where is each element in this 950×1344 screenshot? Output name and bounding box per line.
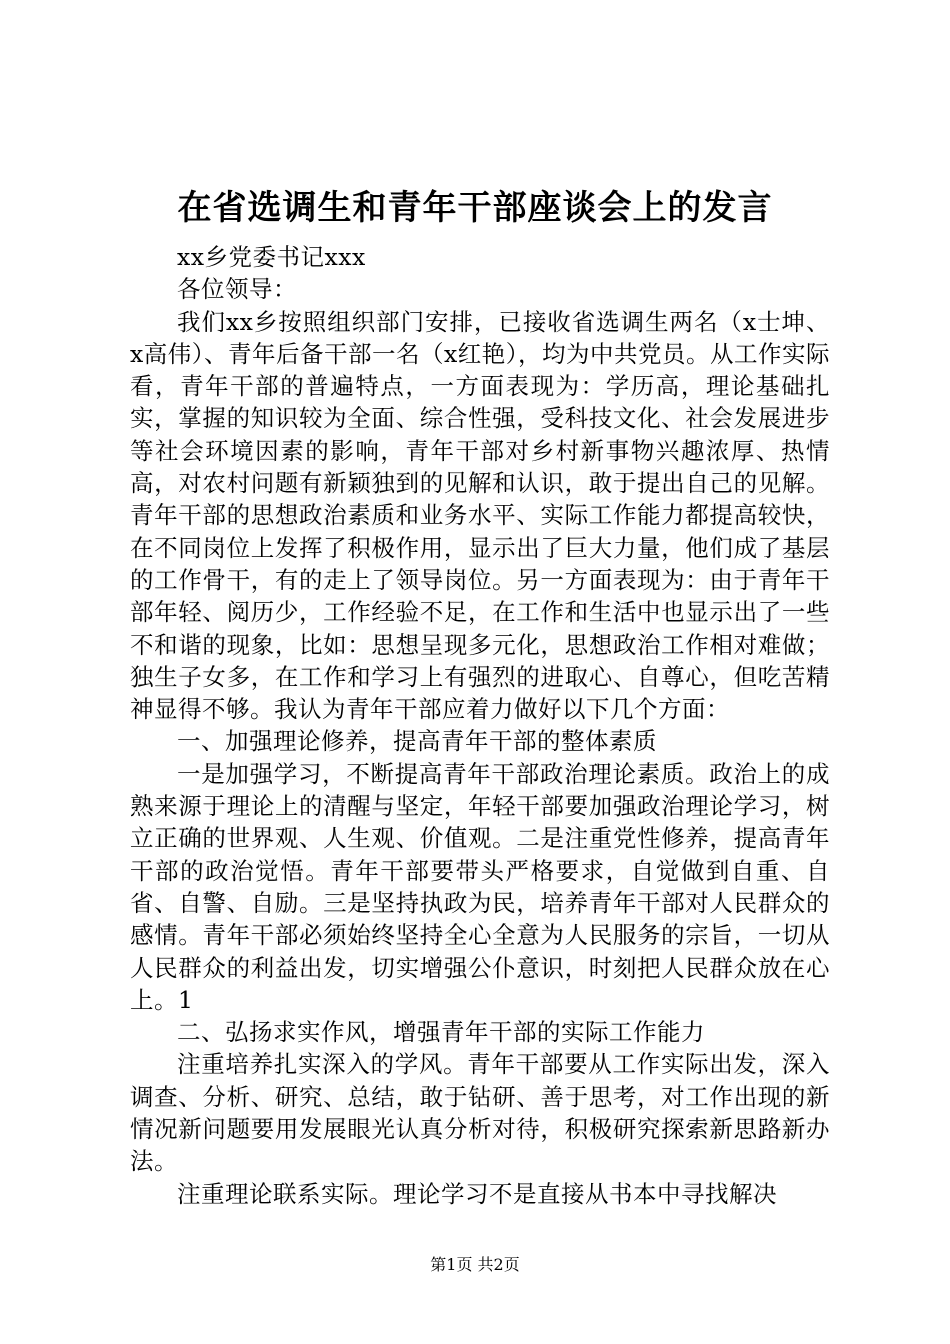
page-footer: [0, 1254, 950, 1276]
body-paragraph: 注重理论联系实际。理论学习不是直接从书本中寻找解决: [177, 1179, 777, 1208]
body-paragraph: 注重培养扎实深入的学风。青年干部要从工作实际出发，深入调查、分析、研究、总结，敢于钻研、善于思考，对工作出现的新情况新问题要用发展眼光认真分析对待，积极研究探索新思路新办法。: [130, 1050, 830, 1176]
body-paragraph: 一是加强学习，不断提高青年干部政治理论素质。政治上的成熟来源于理论上的清醒与坚定，年轻干部要加强政治理论学习，树立正确的世界观、人生观、价值观。二是注重党性修养，提高青年干部的政治觉悟。青年干部要带头严格要求，自觉做到自重、自省、自警、自励。三是坚持执政为民，培养青年干部对人民群众的感情。青年干部必须始终坚持全心全意为人民服务的宗旨，一切从人民群众的利益出发，切实增强公仆意识，时刻把人民群众放在心上。1: [130, 759, 830, 1014]
document-title: 在省选调生和青年干部座谈会上的发言: [177, 188, 773, 228]
salutation: 各位领导：: [177, 275, 297, 304]
document-body: [130, 241, 830, 1210]
section-heading: 二、弘扬求实作风，增强青年干部的实际工作能力: [177, 1018, 705, 1047]
author-line: xx乡党委书记xxx: [177, 243, 366, 271]
page-number: 第1页 共2页: [430, 1255, 520, 1274]
body-paragraph: 我们xx乡按照组织部门安排，已接收省选调生两名（x士坤、x高伟）、青年后备干部一名（x红艳），均为中共党员。从工作实际看，青年干部的普遍特点，一方面表现为：学历高，理论基础扎实，掌握的知识较为全面、综合性强，受科技文化、社会发展进步等社会环境因素的影响，青年干部对乡村新事物兴趣浓厚、热情高，对农村问题有新颖独到的见解和认识，敢于提出自己的见解。青年干部的思想政治素质和业务水平、实际工作能力都提高较快，在不同岗位上发挥了积极作用，显示出了巨大力量，他们成了基层的工作骨干，有的走上了领导岗位。另一方面表现为：由于青年干部年轻、阅历少，工作经验不足，在工作和生活中也显示出了一些不和谐的现象，比如：思想呈现多元化，思想政治工作相对难做；独生子女多，在工作和学习上有强烈的进取心、自尊心，但吃苦精神显得不够。我认为青年干部应着力做好以下几个方面：: [130, 307, 831, 724]
section-heading: 一、加强理论修养，提高青年干部的整体素质: [177, 727, 657, 756]
